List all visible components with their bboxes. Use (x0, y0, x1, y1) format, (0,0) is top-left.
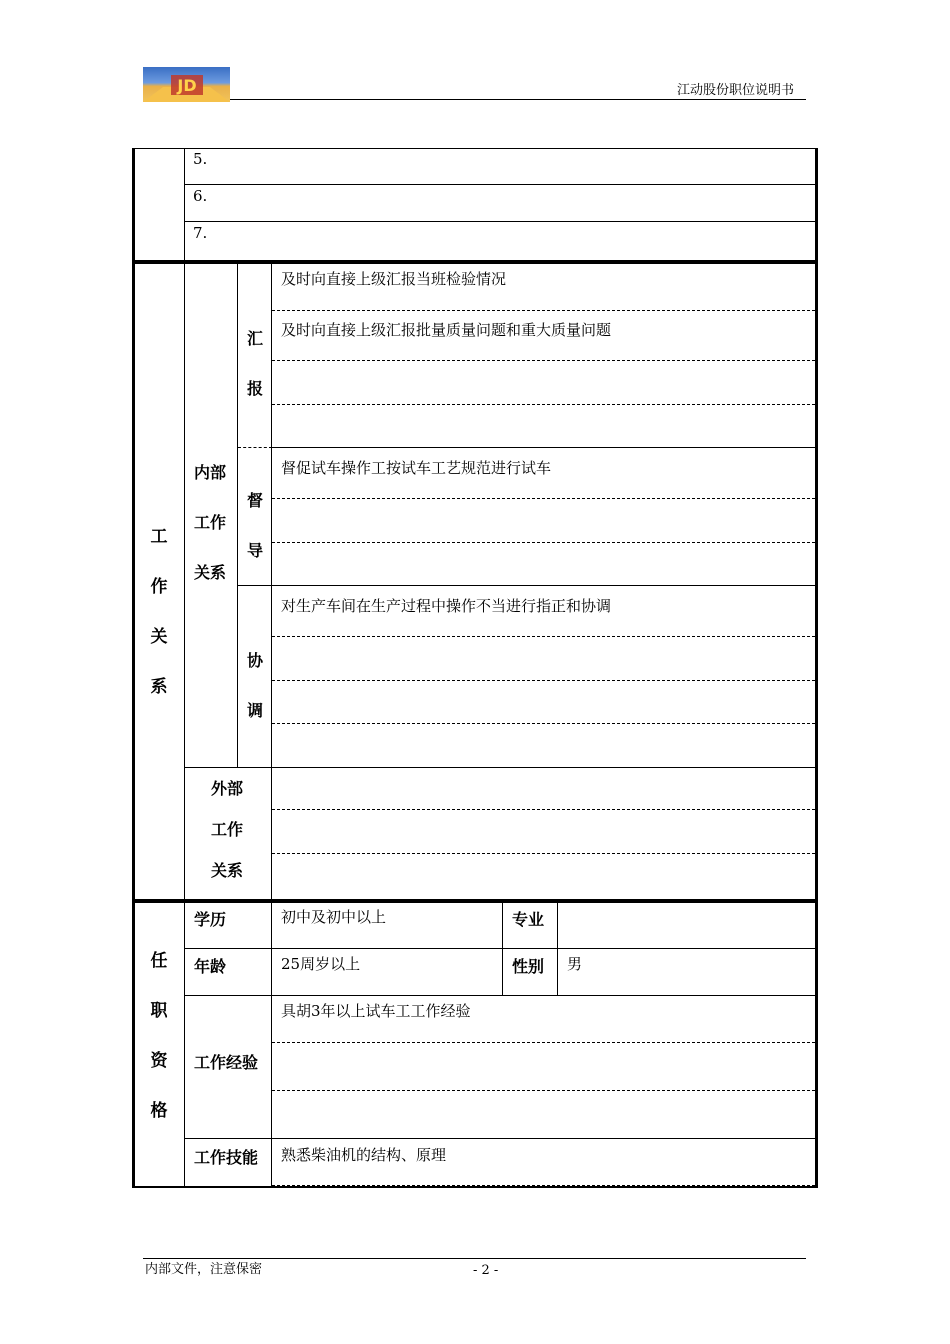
table-bottom-border (132, 1186, 818, 1188)
section-separator-2 (132, 899, 818, 903)
footer-rule (143, 1258, 806, 1259)
header-rule (230, 99, 806, 100)
report-line-1: 及时向直接上级汇报当班检验情况 (281, 270, 507, 288)
page-number: - 2 - (473, 1263, 499, 1278)
qualifications-label: 任 职 资 格 (150, 951, 168, 1121)
education-label: 学历 (194, 910, 227, 929)
coordinate-line-1: 对生产车间在生产过程中操作不当进行指正和协调 (281, 597, 612, 615)
col-divider-5 (557, 903, 558, 995)
numbered-row-5: 5. (193, 150, 208, 168)
coordinate-label: 协 调 (247, 651, 264, 720)
table-right-border (815, 148, 818, 1188)
col-divider-2 (237, 264, 238, 767)
gender-value: 男 (567, 955, 583, 973)
experience-value: 具胡3年以上试车工工作经验 (281, 1002, 471, 1020)
supervise-label: 督 导 (247, 491, 264, 560)
logo-graphic (143, 67, 230, 102)
work-relations-label: 工 作 关 系 (150, 527, 168, 697)
external-relations-label: 外部 工作 关系 (211, 779, 244, 880)
age-value: 25周岁以上 (281, 955, 361, 973)
numbered-row-6: 6. (193, 187, 208, 205)
col-divider-3 (271, 264, 272, 1186)
report-line-2: 及时向直接上级汇报批量质量问题和重大质量问题 (281, 321, 612, 339)
skills-label: 工作技能 (194, 1148, 259, 1167)
header-title: 江动股份职位说明书 (677, 83, 795, 98)
gender-label: 性别 (512, 957, 545, 976)
skills-value: 熟悉柴油机的结构、原理 (281, 1146, 447, 1164)
company-logo (143, 67, 230, 102)
internal-relations-label: 内部 工作 关系 (194, 463, 227, 582)
table-left-border (132, 148, 135, 1188)
report-label: 汇 报 (247, 329, 264, 398)
col-divider-1 (184, 148, 185, 1188)
numbered-row-7: 7. (193, 224, 208, 242)
footer-confidential: 内部文件，注意保密 (145, 1262, 263, 1277)
supervise-line-1: 督促试车操作工按试车工艺规范进行试车 (281, 459, 552, 477)
col-divider-4 (502, 903, 503, 995)
education-value: 初中及初中以上 (281, 908, 387, 926)
top-border (132, 148, 818, 149)
age-label: 年龄 (194, 957, 227, 976)
svg-text:JD: JD (177, 76, 197, 95)
experience-label: 工作经验 (194, 1053, 259, 1072)
section-separator (132, 260, 818, 264)
major-label: 专业 (512, 910, 545, 929)
